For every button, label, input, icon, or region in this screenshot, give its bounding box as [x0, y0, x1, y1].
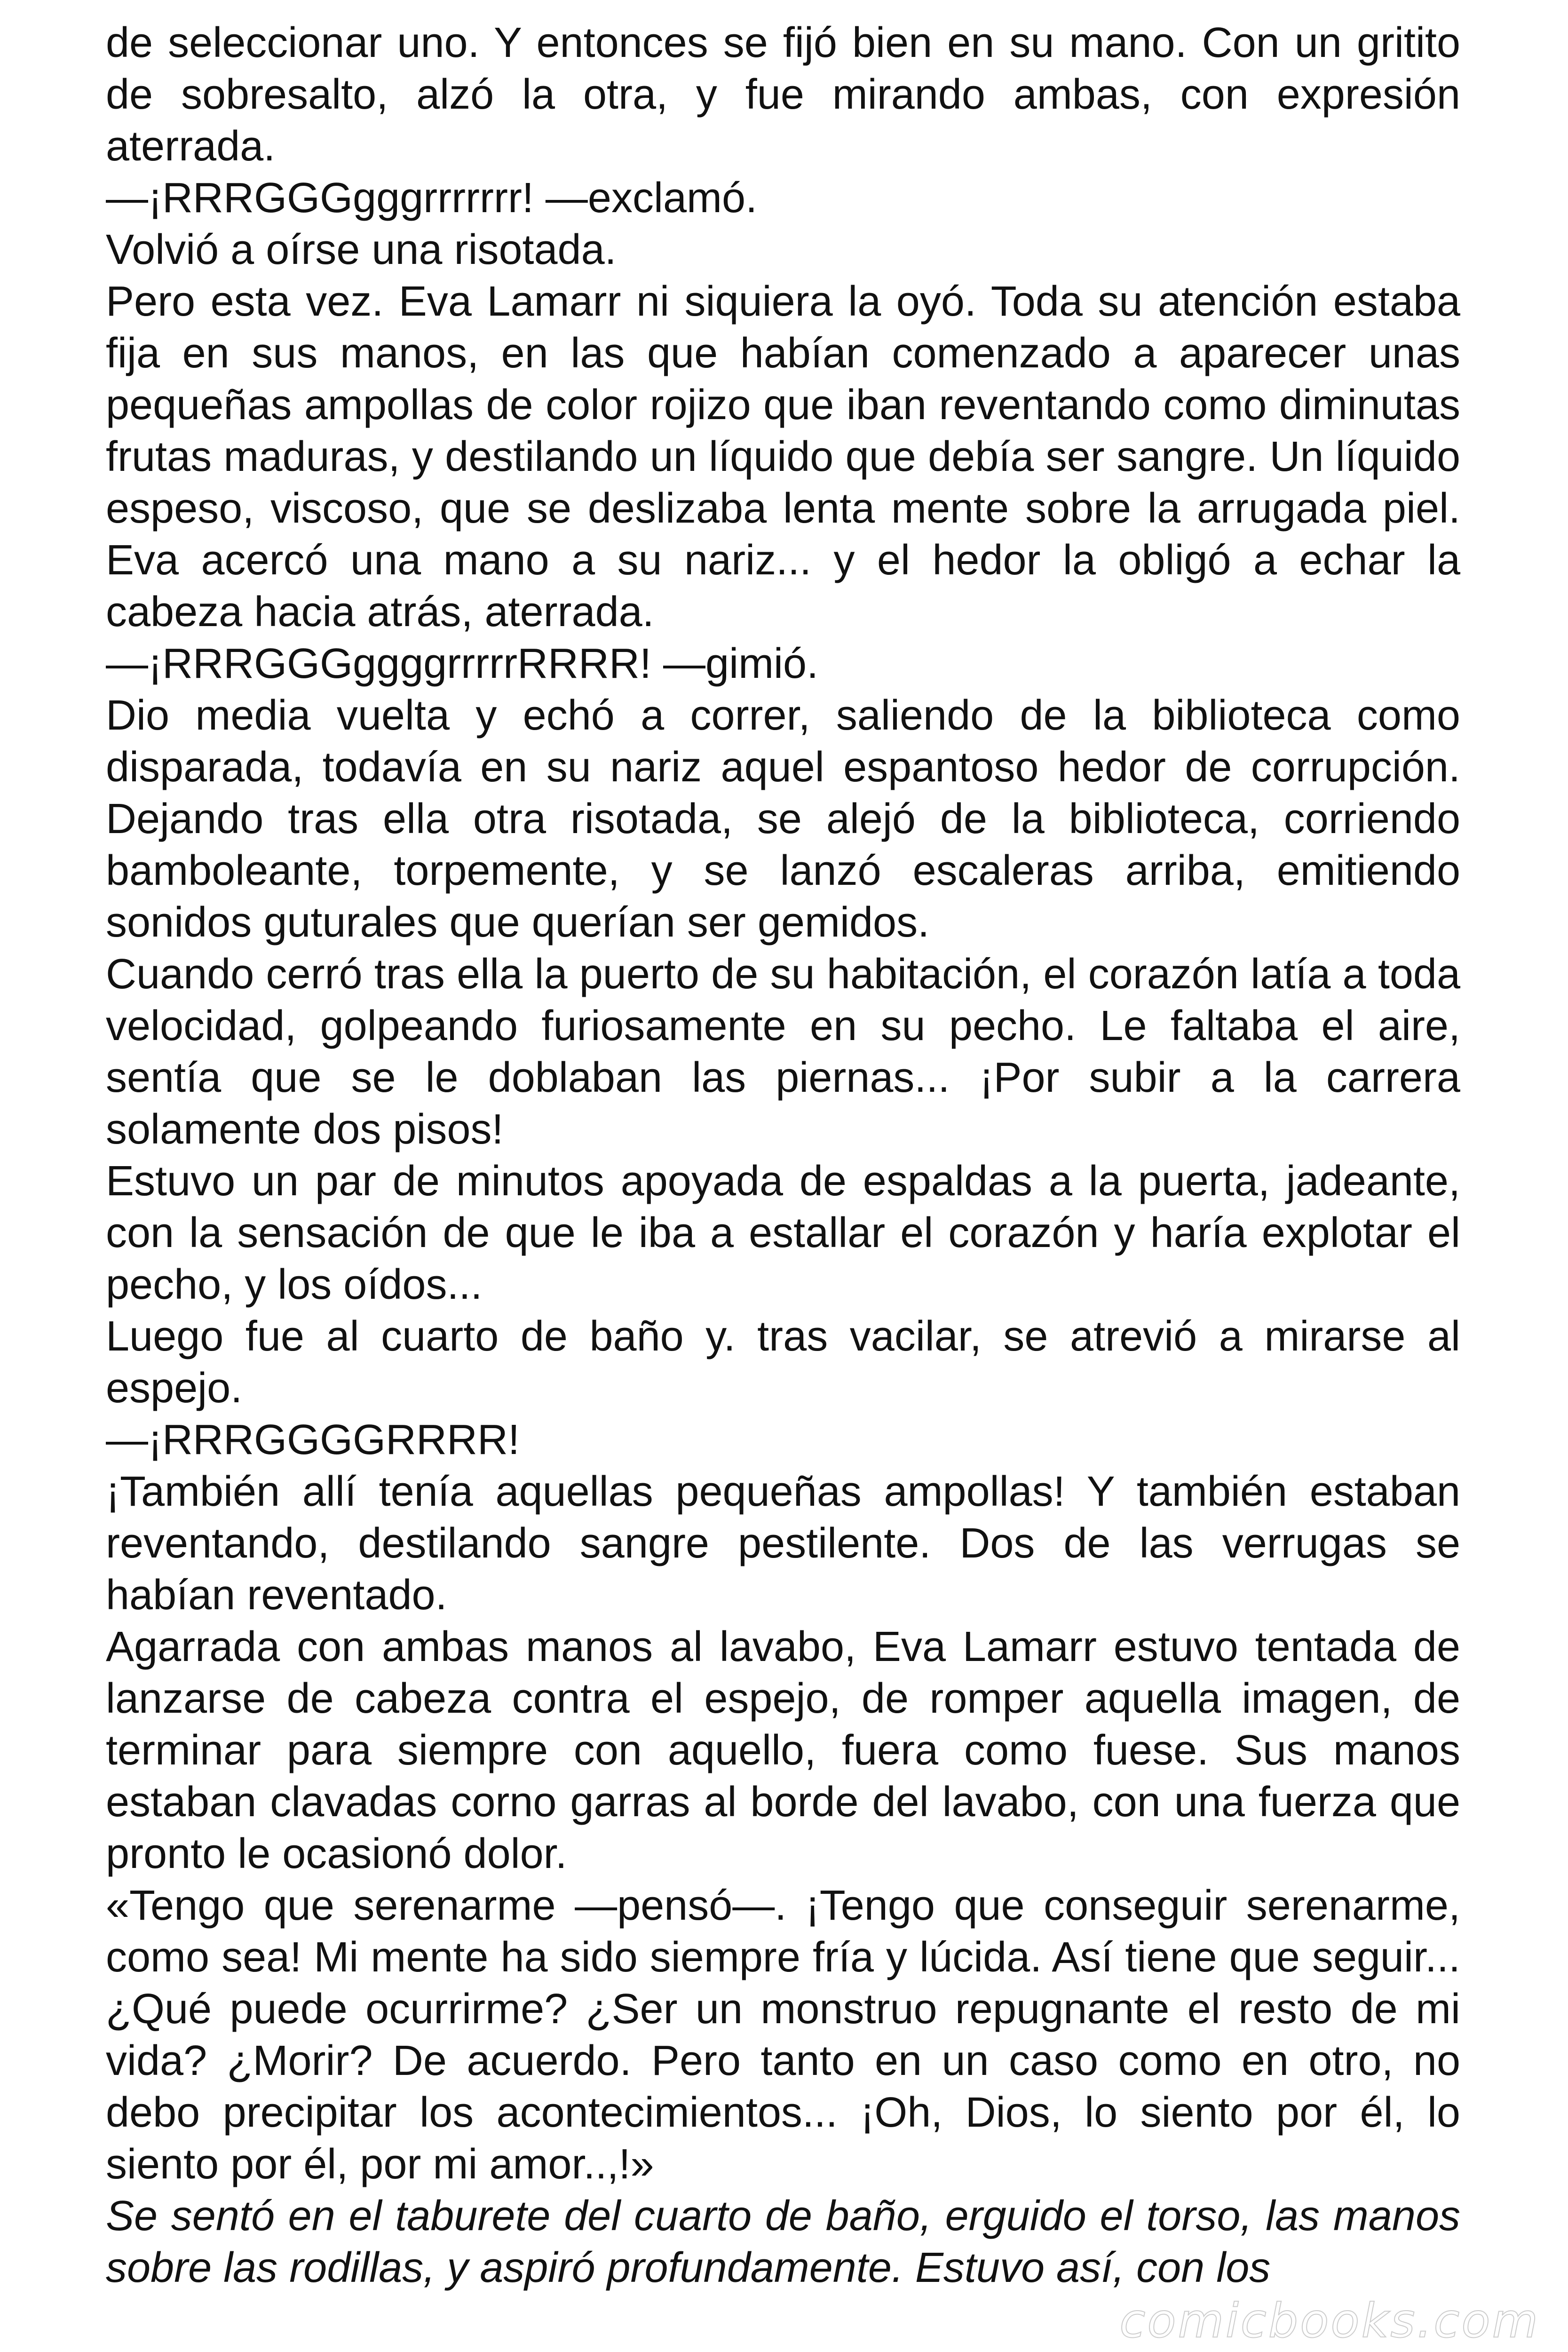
page-text	[106, 17, 1460, 2294]
paragraph: Dio media vuelta y echó a correr, saliendo de la biblioteca como disparada, todavía en su nariz aquel espantoso hedor de corrupción. Dejando tras ella otra risotada, se alejó de la biblioteca, corriendo bamboleante, torpemente, y se lanzó escaleras arriba, emitiendo sonidos guturales que querían ser gemidos.	[106, 692, 1460, 946]
italic-paragraph: Se sentó en el taburete del cuarto de baño, erguido el torso, las manos sobre las rodillas, y aspiró profundamente. Estuvo así, con los	[106, 2193, 1460, 2291]
dialogue-line: —¡RRRGGGGRRRR!	[106, 1416, 520, 1463]
paragraph: ¡También allí tenía aquellas pequeñas ampollas! Y también estaban reventando, destilando sangre pestilente. Dos de las verrugas se habían reventado.	[106, 1468, 1460, 1619]
paragraph: de seleccionar uno. Y entonces se fijó bien en su mano. Con un gritito de sobresalto, alzó la otra, y fue mirando ambas, con expresión aterrada.	[106, 19, 1460, 170]
paragraph: Estuvo un par de minutos apoyada de espaldas a la puerta, jadeante, con la sensación de que le iba a estallar el corazón y haría explotar el pecho, y los oídos...	[106, 1158, 1460, 1308]
inner-monologue-paragraph: «Tengo que serenarme —pensó—. ¡Tengo que conseguir serenarme, como sea! Mi mente ha sido siempre fría y lúcida. Así tiene que seguir... ¿Qué puede ocurrirme? ¿Ser un monstruo repugnante el resto de mi vida? ¿Morir? De acuerdo. Pero tanto en un caso como en otro, no debo precipitar los acontecimientos... ¡Oh, Dios, lo siento por él, lo siento por él, por mi amor..,!»	[106, 1882, 1460, 2188]
paragraph: Cuando cerró tras ella la puerto de su habitación, el corazón latía a toda velocidad, golpeando furiosamente en su pecho. Le faltaba el aire, sentía que se le doblaban las piernas... ¡Por subir a la carrera solamente dos pisos!	[106, 951, 1460, 1153]
watermark: comicbooks.com	[1119, 2293, 1540, 2348]
paragraph: Luego fue al cuarto de baño y. tras vacilar, se atrevió a mirarse al espejo.	[106, 1313, 1460, 1412]
paragraph: Volvió a oírse una risotada.	[106, 226, 617, 273]
dialogue-line: —¡RRRGGGggggrrrrrRRRR! —gimió.	[106, 640, 819, 687]
paragraph: Agarrada con ambas manos al lavabo, Eva Lamarr estuvo tentada de lanzarse de cabeza contra el espejo, de romper aquella imagen, de terminar para siempre con aquello, fuera como fuese. Sus manos estaban clavadas corno garras al borde del lavabo, con una fuerza que pronto le ocasionó dolor.	[106, 1623, 1460, 1877]
paragraph: Pero esta vez. Eva Lamarr ni siquiera la oyó. Toda su atención estaba fija en sus manos, en las que habían comenzado a aparecer unas pequeñas ampollas de color rojizo que iban reventando como diminutas frutas maduras, y destilando un líquido que debía ser sangre. Un líquido espeso, viscoso, que se deslizaba lenta mente sobre la arrugada piel. Eva acercó una mano a su nariz... y el hedor la obligó a echar la cabeza hacia atrás, aterrada.	[106, 278, 1460, 636]
dialogue-line: —¡RRRGGGgggrrrrrrr! —exclamó.	[106, 175, 758, 222]
